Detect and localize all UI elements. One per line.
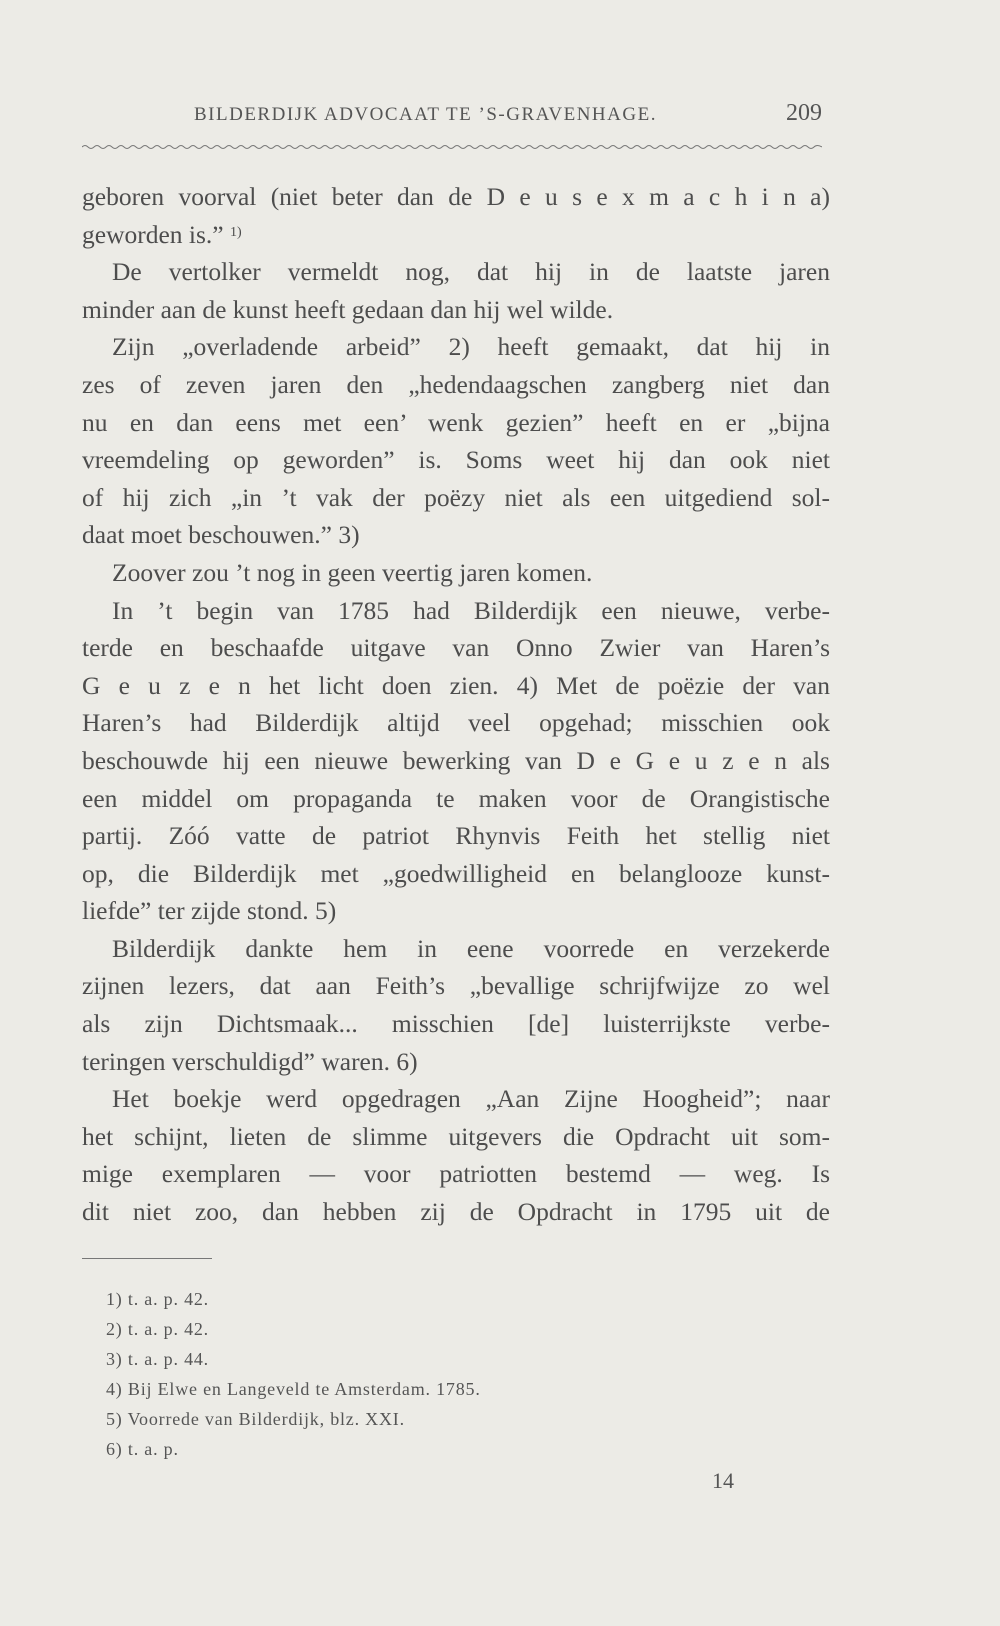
text-line: Zoover zou ’t nog in geen veertig jaren komen. [112, 557, 593, 587]
text-line: minder aan de kunst heeft gedaan dan hij wel wilde. [82, 294, 614, 324]
footnote: 6) t. a. p. [106, 1439, 179, 1459]
text-line: geboren voorval (niet beter dan de D e u s e x m a c h i n a) [82, 182, 830, 211]
text-line: Haren’s had Bilderdijk altijd veel opgehad; misschien ook [82, 708, 830, 738]
text-line: liefde” ter zijde stond. 5) [82, 896, 337, 926]
text-line: op, die Bilderdijk met „goedwilligheid en belanglooze kunst- [82, 858, 830, 888]
text-line: G e u z e n het licht doen zien. 4) Met de poëzie der van [82, 670, 830, 700]
text-line: teringen verschuldigd” waren. 6) [82, 1046, 418, 1076]
text-line: een middel om propaganda te maken voor de Orangistische [82, 783, 830, 813]
text-line: Zijn „overladende arbeid” 2) heeft gemaakt, dat hij in [112, 332, 830, 362]
text-line: beschouwde hij een nieuwe bewerking van D e G e u z e n als [82, 745, 830, 775]
footnote-separator [82, 1258, 212, 1259]
text-line: In ’t begin van 1785 had Bilderdijk een nieuwe, verbe- [112, 595, 830, 625]
wavy-header-rule [82, 142, 822, 152]
text-line: geworden is.” $^{1)}$ [82, 219, 242, 249]
text-line: dit niet zoo, dan hebben zij de Opdracht in 1795 uit de [82, 1197, 830, 1227]
text-line: terde en beschaafde uitgave van Onno Zwier van Haren’s [82, 633, 830, 663]
footnotes [106, 1284, 806, 1464]
text-line: partij. Zóó vatte de patriot Rhynvis Feith het stellig niet [82, 821, 830, 851]
text-line: mige exemplaren — voor patriotten bestemd — weg. Is [82, 1159, 830, 1189]
signature-mark: 14 [712, 1468, 734, 1493]
footnote: 1) t. a. p. 42. [106, 1289, 209, 1309]
text-line: het schijnt, lieten de slimme uitgevers die Opdracht uit som- [82, 1121, 830, 1151]
running-title: BILDERDIJK ADVOCAAT TE ’S-GRAVENHAGE. [194, 104, 657, 125]
footnote: 4) Bij Elwe en Langeveld te Amsterdam. 1785. [106, 1379, 481, 1399]
text-line: vreemdeling op geworden” is. Soms weet hij dan ook niet [82, 445, 830, 475]
footnote: 2) t. a. p. 42. [106, 1319, 209, 1339]
text-line: zes of zeven jaren den „hedendaagschen zangberg niet dan [82, 369, 830, 399]
page-number: 209 [786, 100, 822, 126]
text-line: De vertolker vermeldt nog, dat hij in de laatste jaren [112, 257, 830, 287]
footnote-marker: 1) [230, 224, 242, 240]
text-line: of hij zich „in ’t vak der poëzy niet als een uitgediend sol- [82, 482, 830, 512]
text-line: nu en dan eens met een’ wenk gezien” heeft en er „bijna [82, 407, 830, 437]
text-line: Bilderdijk dankte hem in eene voorrede en verzekerde [112, 933, 830, 963]
text-line: als zijn Dichtsmaak... misschien [de] luisterrijkste verbe- [82, 1009, 830, 1039]
text-line: daat moet beschouwen.” 3) [82, 520, 360, 550]
footnote: 3) t. a. p. 44. [106, 1349, 209, 1369]
text-line: Het boekje werd opgedragen „Aan Zijne Hoogheid”; naar [112, 1084, 830, 1114]
footnote: 5) Voorrede van Bilderdijk, blz. XXI. [106, 1409, 405, 1429]
body-text [82, 178, 830, 1231]
text-line: zijnen lezers, dat aan Feith’s „bevallige schrijfwijze zo wel [82, 971, 830, 1001]
